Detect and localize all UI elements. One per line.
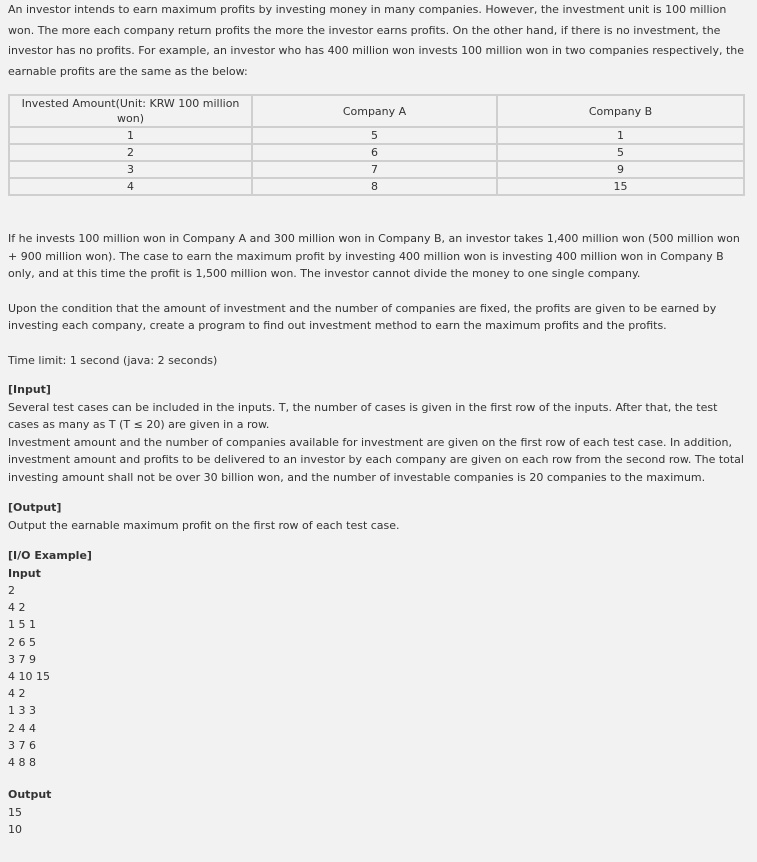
cell-company-b: 15 <box>497 178 744 195</box>
io-input-line: 2 4 4 <box>8 721 36 735</box>
table-row <box>9 127 744 144</box>
cell-company-b: 5 <box>497 144 744 161</box>
profit-table-container <box>8 94 743 196</box>
io-input-line: 4 10 15 <box>8 670 50 684</box>
task-description: Upon the condition that the amount of investment and the number of companies are fixed, the profits are given to be earned by investing each company, create a program to find out investment method to earn the maximum profits and the profits. <box>8 301 717 332</box>
io-input-label: Input <box>8 566 41 580</box>
io-input-line: 3 7 6 <box>8 738 36 752</box>
profit-table <box>8 94 745 196</box>
cell-amount: 3 <box>9 161 252 178</box>
io-input-block <box>8 582 749 771</box>
io-input-line: 4 8 8 <box>8 756 36 770</box>
io-input-line: 2 6 5 <box>8 635 36 649</box>
cell-company-a: 6 <box>252 144 497 161</box>
input-title: [Input] <box>8 383 51 396</box>
input-description-1: Several test cases can be included in the inputs. T, the number of cases is given in the first row of the inputs. After that, the test cases as many as T (T ≤ 20) are given in a row. <box>8 400 718 431</box>
cell-company-a: 5 <box>252 127 497 144</box>
header-company-b: Company B <box>497 95 744 127</box>
io-output-block <box>8 804 749 838</box>
table-row <box>9 178 744 195</box>
io-input-line: 3 7 9 <box>8 652 36 666</box>
header-company-a: Company A <box>252 95 497 127</box>
io-example-title: [I/O Example] <box>8 549 92 562</box>
header-invested-amount: Invested Amount(Unit: KRW 100 million won) <box>9 95 252 127</box>
example-explanation: If he invests 100 million won in Company A and 300 million won in Company B, an investor takes 1,400 million won (500 million won + 900 million won). The case to earn the maximum profit by investing 400 million won is investing 400 million won in Company B only, and at this time the profit is 1,500 million won. The investor cannot divide the money to one single company. <box>8 232 740 280</box>
io-input-line: 2 <box>8 584 15 597</box>
cell-amount: 2 <box>9 144 252 161</box>
cell-company-a: 8 <box>252 178 497 195</box>
intro-paragraph: An investor intends to earn maximum profits by investing money in many companies. However, the investment unit is 100 million won. The more each company return profits the more the investor earns profits. On the other hand, if there is no investment, the investor has no profits. For example, an investor who has 400 million won invests 100 million won in two companies respectively, the earnable profits are the same as the below: <box>8 3 745 78</box>
cell-company-b: 1 <box>497 127 744 144</box>
input-description-2: Investment amount and the number of companies available for investment are given on the first row of each test case. In addition, investment amount and profits to be delivered to an investor by each company are given on each row from the second row. The total investing amount shall not be over 30 billion won, and the number of investable companies is 20 companies to the maximum. <box>8 435 744 484</box>
io-output-line: 10 <box>8 822 22 836</box>
table-header-row <box>9 95 744 127</box>
cell-company-b: 9 <box>497 161 744 178</box>
cell-amount: 4 <box>9 178 252 195</box>
table-row <box>9 144 744 161</box>
output-description: Output the earnable maximum profit on the first row of each test case. <box>8 518 400 532</box>
cell-company-a: 7 <box>252 161 497 178</box>
output-title: [Output] <box>8 501 62 514</box>
time-limit: Time limit: 1 second (java: 2 seconds) <box>8 353 218 367</box>
table-row <box>9 161 744 178</box>
io-input-line: 1 5 1 <box>8 618 36 632</box>
io-input-line: 1 3 3 <box>8 704 36 718</box>
io-input-line: 4 2 <box>8 687 26 701</box>
cell-amount: 1 <box>9 127 252 144</box>
io-input-line: 4 2 <box>8 601 26 615</box>
io-output-label: Output <box>8 788 52 802</box>
io-output-line: 15 <box>8 805 22 819</box>
